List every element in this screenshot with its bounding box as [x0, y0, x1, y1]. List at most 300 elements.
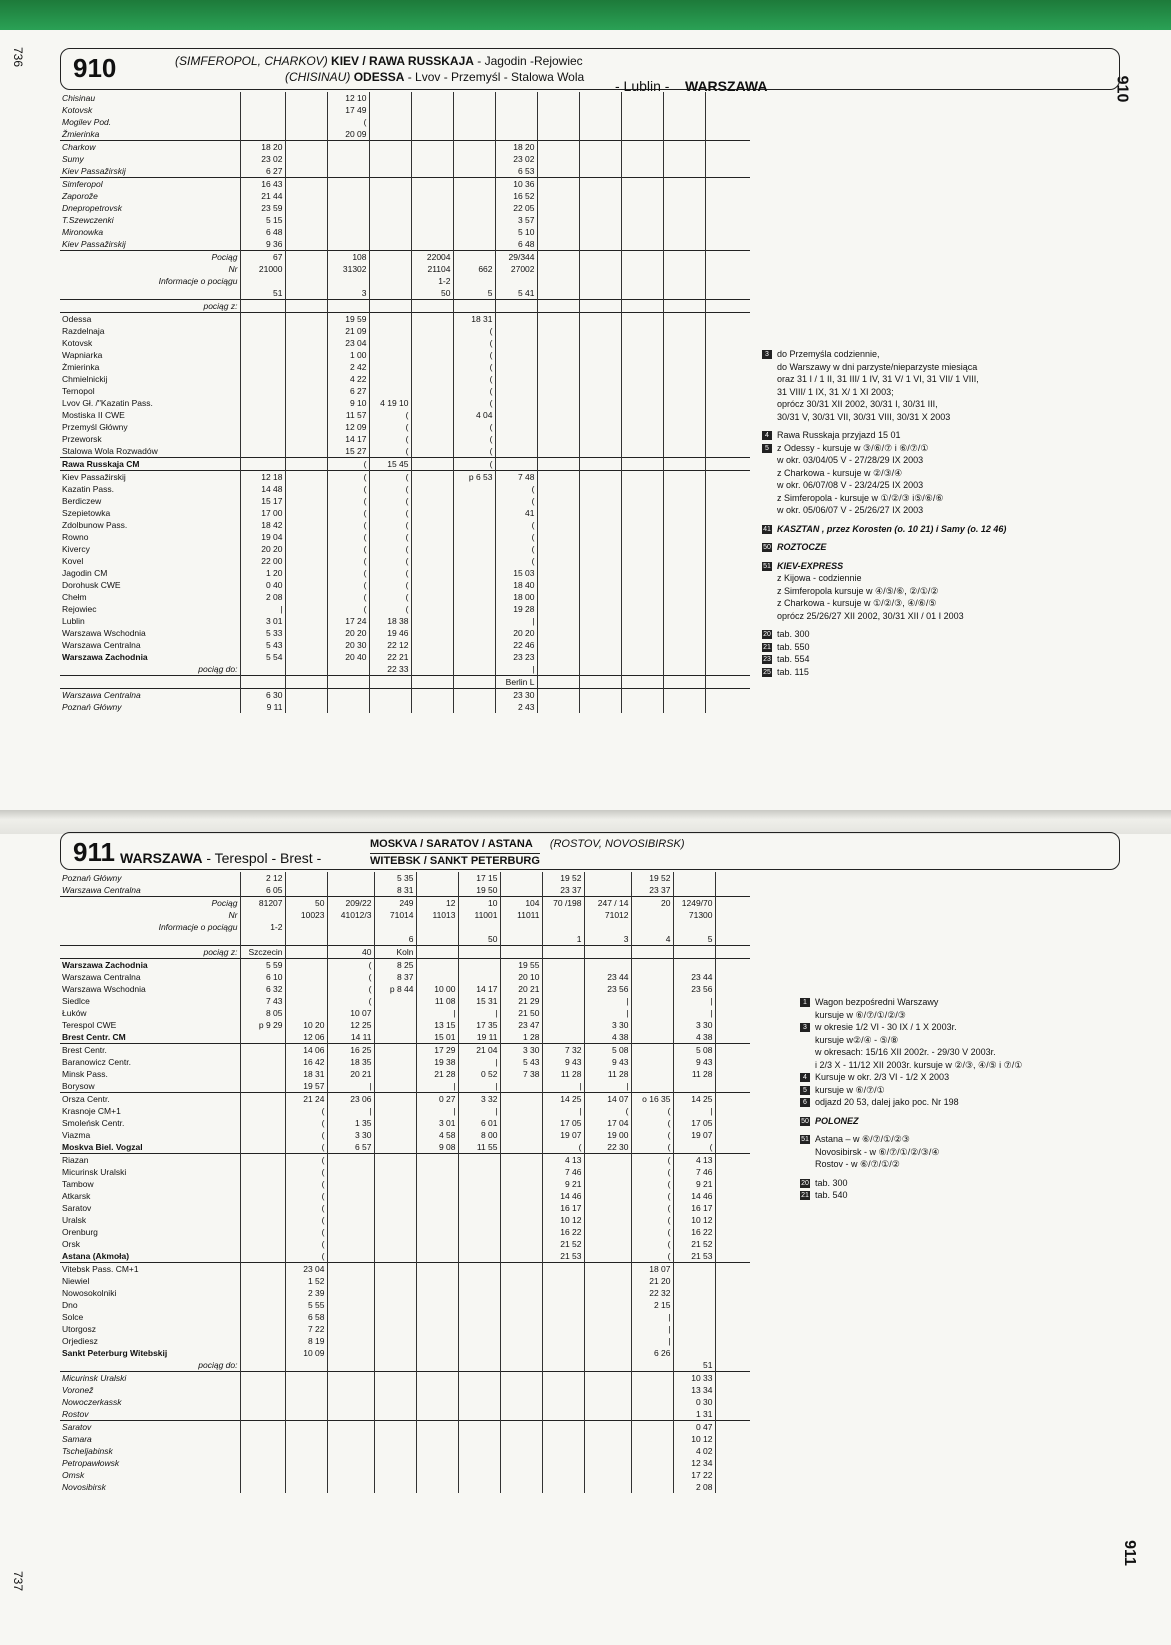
- station-name: Viazma: [62, 1130, 91, 1140]
- time-cell: [663, 313, 705, 326]
- time-cell: [453, 663, 495, 676]
- time-cell: [327, 1202, 374, 1214]
- time-cell: 18 40: [495, 579, 537, 591]
- time-cell: [327, 1299, 374, 1311]
- time-cell: [285, 651, 327, 663]
- time-cell: [285, 1445, 327, 1457]
- time-cell: [542, 1335, 584, 1347]
- time-cell: [715, 1311, 750, 1323]
- time-cell: [621, 300, 663, 313]
- table-row: [60, 1359, 750, 1372]
- time-cell: [285, 1421, 327, 1434]
- time-cell: [500, 1372, 542, 1385]
- time-cell: 3 01: [240, 615, 285, 627]
- time-cell: [495, 373, 537, 385]
- time-cell: [537, 226, 579, 238]
- footnote-line: [762, 361, 1092, 374]
- time-cell: [285, 373, 327, 385]
- time-cell: [411, 531, 453, 543]
- time-cell: [285, 543, 327, 555]
- footnotes: [800, 996, 1120, 1202]
- time-cell: 209/22: [327, 897, 374, 910]
- time-cell: 21 53: [673, 1250, 715, 1263]
- time-cell: [673, 1311, 715, 1323]
- table-row: [60, 1129, 750, 1141]
- time-cell: 3 30: [584, 1019, 631, 1031]
- page-737: [11, 834, 1140, 1634]
- time-cell: 10 36: [495, 178, 537, 191]
- time-cell: 1 52: [285, 1275, 327, 1287]
- station-name: Brest Centr.: [60, 1044, 240, 1057]
- station-name: Tscheljabinsk: [62, 1446, 113, 1456]
- time-cell: [416, 1347, 458, 1359]
- station-name: Atkarsk: [62, 1191, 91, 1201]
- time-cell: [715, 1056, 750, 1068]
- time-cell: [453, 92, 495, 104]
- table-row: [60, 639, 750, 651]
- time-cell: [411, 689, 453, 702]
- time-cell: [579, 202, 621, 214]
- footnote-line: [762, 541, 1092, 554]
- time-cell: 19 04: [240, 531, 285, 543]
- time-cell: (: [631, 1238, 673, 1250]
- station-name: Chmielnickij: [62, 374, 108, 384]
- time-cell: 16 22: [542, 1226, 584, 1238]
- time-cell: [500, 1166, 542, 1178]
- table-row: [60, 1421, 750, 1434]
- time-cell: [374, 1007, 416, 1019]
- time-cell: [240, 1396, 285, 1408]
- time-cell: [621, 92, 663, 104]
- time-cell: [495, 445, 537, 458]
- time-cell: 41: [495, 507, 537, 519]
- time-cell: [537, 153, 579, 165]
- time-cell: [715, 1481, 750, 1493]
- time-cell: [240, 676, 285, 689]
- time-cell: [542, 1433, 584, 1445]
- time-cell: [240, 397, 285, 409]
- time-cell: [240, 458, 285, 471]
- time-cell: 6: [374, 933, 416, 946]
- station-name: Krasnoje CM+1: [62, 1106, 121, 1116]
- time-cell: (: [673, 1141, 715, 1154]
- time-cell: 7 32: [542, 1044, 584, 1057]
- time-cell: [411, 567, 453, 579]
- time-cell: 8 19: [285, 1335, 327, 1347]
- time-cell: [453, 519, 495, 531]
- time-cell: [240, 313, 285, 326]
- table-row: [60, 701, 750, 713]
- time-cell: 23 44: [673, 971, 715, 983]
- time-cell: [411, 165, 453, 178]
- table-row: [60, 1347, 750, 1359]
- time-cell: 4 19 10: [369, 397, 411, 409]
- time-cell: [673, 1263, 715, 1276]
- time-cell: [240, 361, 285, 373]
- footnote-line: [762, 666, 1092, 679]
- time-cell: (: [285, 1226, 327, 1238]
- station-name: Simferopol: [60, 178, 240, 191]
- time-cell: [240, 1117, 285, 1129]
- time-cell: [285, 921, 327, 933]
- time-cell: [715, 1093, 750, 1106]
- time-cell: 13 15: [416, 1019, 458, 1031]
- table-row: [60, 421, 750, 433]
- table-row: [60, 1263, 750, 1276]
- time-cell: [369, 263, 411, 275]
- footnote-symbol: 5: [762, 444, 772, 453]
- time-cell: [537, 409, 579, 421]
- footnote-line: [800, 1071, 1120, 1084]
- time-cell: [631, 1421, 673, 1434]
- time-cell: [631, 946, 673, 959]
- time-cell: [584, 1287, 631, 1299]
- station-name: Przemyśl Główny: [62, 422, 128, 432]
- time-cell: 4 38: [584, 1031, 631, 1044]
- time-cell: 7 43: [240, 995, 285, 1007]
- time-cell: [715, 1457, 750, 1469]
- time-cell: [458, 1154, 500, 1167]
- time-cell: [631, 1372, 673, 1385]
- time-cell: 14 06: [285, 1044, 327, 1057]
- time-cell: 11 28: [673, 1068, 715, 1080]
- time-cell: 8 00: [458, 1129, 500, 1141]
- time-cell: [705, 263, 750, 275]
- time-cell: [374, 1214, 416, 1226]
- time-cell: 17 15: [458, 872, 500, 884]
- time-cell: 67: [240, 251, 285, 264]
- time-cell: [579, 226, 621, 238]
- time-cell: 19 07: [542, 1129, 584, 1141]
- time-cell: [673, 1275, 715, 1287]
- time-cell: [537, 579, 579, 591]
- time-cell: 11 08: [416, 995, 458, 1007]
- station-name: Charkow: [60, 141, 240, 154]
- time-cell: [416, 1323, 458, 1335]
- time-cell: [715, 1214, 750, 1226]
- time-cell: (: [495, 483, 537, 495]
- time-cell: [579, 409, 621, 421]
- time-cell: [663, 495, 705, 507]
- time-cell: [705, 519, 750, 531]
- table-row: [60, 627, 750, 639]
- time-cell: [327, 1214, 374, 1226]
- time-cell: 21 20: [631, 1275, 673, 1287]
- time-cell: 6 48: [495, 238, 537, 251]
- table-row: [60, 971, 750, 983]
- time-cell: (: [584, 1105, 631, 1117]
- table-row: [60, 689, 750, 702]
- time-cell: [240, 1154, 285, 1167]
- time-cell: [584, 1421, 631, 1434]
- time-cell: [705, 141, 750, 154]
- time-cell: 15 01: [416, 1031, 458, 1044]
- time-cell: [715, 1166, 750, 1178]
- time-cell: [240, 1445, 285, 1457]
- time-cell: [705, 676, 750, 689]
- time-cell: [705, 651, 750, 663]
- time-cell: [631, 1044, 673, 1057]
- time-cell: [458, 1372, 500, 1385]
- time-cell: [537, 433, 579, 445]
- time-cell: [579, 385, 621, 397]
- time-cell: 41012/3: [327, 909, 374, 921]
- time-cell: [705, 226, 750, 238]
- time-cell: 11 28: [584, 1068, 631, 1080]
- time-cell: 2 42: [327, 361, 369, 373]
- table-row: [60, 1019, 750, 1031]
- time-cell: 21104: [411, 263, 453, 275]
- time-cell: [537, 495, 579, 507]
- time-cell: [240, 1457, 285, 1469]
- footnote-text: tab. 554: [777, 654, 810, 664]
- time-cell: [285, 445, 327, 458]
- time-cell: |: [673, 1007, 715, 1019]
- table-row: [60, 397, 750, 409]
- time-cell: 16 17: [673, 1202, 715, 1214]
- time-cell: [495, 385, 537, 397]
- time-cell: [579, 531, 621, 543]
- time-cell: [579, 128, 621, 141]
- time-cell: [705, 202, 750, 214]
- time-cell: [663, 676, 705, 689]
- time-cell: (: [495, 555, 537, 567]
- time-cell: [369, 141, 411, 154]
- time-cell: [240, 1068, 285, 1080]
- time-cell: [240, 1141, 285, 1154]
- time-cell: [458, 1287, 500, 1299]
- time-cell: 1 20: [240, 567, 285, 579]
- time-cell: [453, 591, 495, 603]
- time-cell: 19 52: [542, 872, 584, 884]
- time-cell: [584, 1166, 631, 1178]
- time-cell: [579, 325, 621, 337]
- time-cell: [285, 627, 327, 639]
- time-cell: 2 12: [240, 872, 285, 884]
- time-cell: 20 20: [240, 543, 285, 555]
- time-cell: [240, 1093, 285, 1106]
- footnote-text: POLONEZ: [815, 1115, 859, 1126]
- table-row: [60, 1238, 750, 1250]
- time-cell: [240, 385, 285, 397]
- time-cell: [374, 1056, 416, 1068]
- time-cell: [542, 1421, 584, 1434]
- footnote-symbol: 20: [801, 1179, 809, 1187]
- footnote-text: KASZTAN , przez Korosten (o. 10 21) i Samy (o. 12 46): [777, 523, 1007, 534]
- table-row: [60, 1190, 750, 1202]
- time-cell: (: [285, 1154, 327, 1167]
- time-cell: 10 12: [673, 1214, 715, 1226]
- time-cell: 16 42: [285, 1056, 327, 1068]
- time-cell: [285, 287, 327, 300]
- time-cell: (: [369, 591, 411, 603]
- time-cell: [500, 1214, 542, 1226]
- time-cell: [327, 1457, 374, 1469]
- time-cell: [663, 153, 705, 165]
- time-cell: [621, 591, 663, 603]
- station-name: Dorohusk CWE: [62, 580, 121, 590]
- time-cell: [327, 1347, 374, 1359]
- time-cell: [411, 349, 453, 361]
- footnote-symbol: 23: [763, 656, 771, 664]
- time-cell: [542, 1481, 584, 1493]
- time-cell: [584, 1311, 631, 1323]
- time-cell: [369, 165, 411, 178]
- time-cell: 247 / 14: [584, 897, 631, 910]
- table-row: [60, 897, 750, 910]
- time-cell: [416, 1202, 458, 1214]
- time-cell: [458, 959, 500, 972]
- time-cell: [411, 555, 453, 567]
- footnote-line: [800, 1146, 1120, 1159]
- time-cell: [663, 701, 705, 713]
- footnote-symbol: 1: [800, 998, 810, 1007]
- time-cell: [240, 1031, 285, 1044]
- time-cell: [240, 300, 285, 313]
- time-cell: [705, 445, 750, 458]
- time-cell: 6 32: [240, 983, 285, 995]
- time-cell: [584, 1154, 631, 1167]
- time-cell: [327, 1433, 374, 1445]
- table-row: [60, 1007, 750, 1019]
- footnote-text: do Przemyśla codziennie,: [777, 349, 880, 359]
- footnote-line: [800, 1158, 1120, 1171]
- time-cell: [715, 1068, 750, 1080]
- time-cell: [374, 1263, 416, 1276]
- time-cell: [416, 1359, 458, 1372]
- table-row: [60, 1396, 750, 1408]
- footnote-text: z Charkowa - kursuje w ①/②/③, ④/⑥/⑤: [777, 598, 937, 608]
- time-cell: [416, 1384, 458, 1396]
- time-cell: [500, 1117, 542, 1129]
- time-cell: [374, 1323, 416, 1335]
- time-cell: [579, 483, 621, 495]
- time-cell: [705, 165, 750, 178]
- time-cell: (: [327, 519, 369, 531]
- time-cell: [411, 337, 453, 349]
- table-row: [60, 1068, 750, 1080]
- time-cell: [537, 275, 579, 287]
- time-cell: [240, 1299, 285, 1311]
- time-cell: [715, 1421, 750, 1434]
- time-cell: 3 01: [416, 1117, 458, 1129]
- time-cell: [411, 519, 453, 531]
- time-cell: [621, 141, 663, 154]
- footnote-line: [762, 467, 1092, 480]
- table-row: [60, 1105, 750, 1117]
- time-cell: [579, 663, 621, 676]
- time-cell: [705, 458, 750, 471]
- time-cell: [663, 445, 705, 458]
- time-cell: [705, 495, 750, 507]
- time-cell: [285, 349, 327, 361]
- time-cell: [579, 555, 621, 567]
- time-cell: [327, 190, 369, 202]
- time-cell: Koln: [374, 946, 416, 959]
- time-cell: |: [584, 1007, 631, 1019]
- time-cell: 14 48: [240, 483, 285, 495]
- time-cell: [285, 603, 327, 615]
- station-name: Kotovsk: [62, 105, 93, 115]
- time-cell: 21 44: [240, 190, 285, 202]
- time-cell: 17 49: [327, 104, 369, 116]
- time-cell: [621, 238, 663, 251]
- time-cell: [495, 128, 537, 141]
- station-name: Kiev Passažirskij: [60, 471, 240, 484]
- time-cell: 50: [458, 933, 500, 946]
- route-origin: [120, 850, 321, 866]
- table-row: [60, 128, 750, 141]
- time-cell: 6 58: [285, 1311, 327, 1323]
- time-cell: 3 30: [500, 1044, 542, 1057]
- time-cell: [374, 1359, 416, 1372]
- table-row: [60, 214, 750, 226]
- time-cell: [285, 153, 327, 165]
- time-cell: (: [327, 507, 369, 519]
- time-cell: [715, 872, 750, 884]
- footnote-text: Wagon bezpośredni Warszawy: [815, 997, 939, 1007]
- time-cell: [621, 313, 663, 326]
- time-cell: [500, 1238, 542, 1250]
- time-cell: [411, 639, 453, 651]
- time-cell: [663, 397, 705, 409]
- time-cell: [416, 971, 458, 983]
- table-row: [60, 275, 750, 287]
- time-cell: (: [369, 421, 411, 433]
- footnote-symbol: 4: [800, 1073, 810, 1082]
- station-name: Micurinsk Uralski: [62, 1167, 127, 1177]
- time-cell: [663, 531, 705, 543]
- time-cell: [663, 543, 705, 555]
- time-cell: [705, 663, 750, 676]
- table-row: [60, 1481, 750, 1493]
- time-cell: [327, 178, 369, 191]
- time-cell: [500, 1202, 542, 1214]
- time-cell: [374, 1287, 416, 1299]
- time-cell: [285, 495, 327, 507]
- time-cell: [453, 214, 495, 226]
- time-cell: [374, 1154, 416, 1167]
- time-cell: [327, 202, 369, 214]
- time-cell: 18 00: [495, 591, 537, 603]
- time-cell: [285, 983, 327, 995]
- time-cell: [621, 409, 663, 421]
- time-cell: [327, 1323, 374, 1335]
- time-cell: [285, 1469, 327, 1481]
- table-row: [60, 543, 750, 555]
- time-cell: [369, 373, 411, 385]
- time-cell: [411, 178, 453, 191]
- time-cell: [240, 1421, 285, 1434]
- side-tab-number: 911: [1121, 1540, 1139, 1566]
- time-cell: [537, 202, 579, 214]
- station-name: T.Szewczenki: [62, 215, 114, 225]
- time-cell: [537, 300, 579, 313]
- time-cell: [537, 445, 579, 458]
- time-cell: (: [542, 1141, 584, 1154]
- time-cell: [537, 313, 579, 326]
- time-cell: 11001: [458, 909, 500, 921]
- footnote-text: i 2/3 X - 11/12 XII 2003r. kursuje w ②/③, ④/⑤ i ⑦/①: [815, 1059, 1023, 1070]
- time-cell: 22 12: [369, 639, 411, 651]
- time-cell: [500, 1323, 542, 1335]
- time-cell: [285, 531, 327, 543]
- footnote-line: [762, 653, 1092, 666]
- table-row: [60, 995, 750, 1007]
- time-cell: [579, 263, 621, 275]
- time-cell: (: [631, 1250, 673, 1263]
- time-cell: [500, 1263, 542, 1276]
